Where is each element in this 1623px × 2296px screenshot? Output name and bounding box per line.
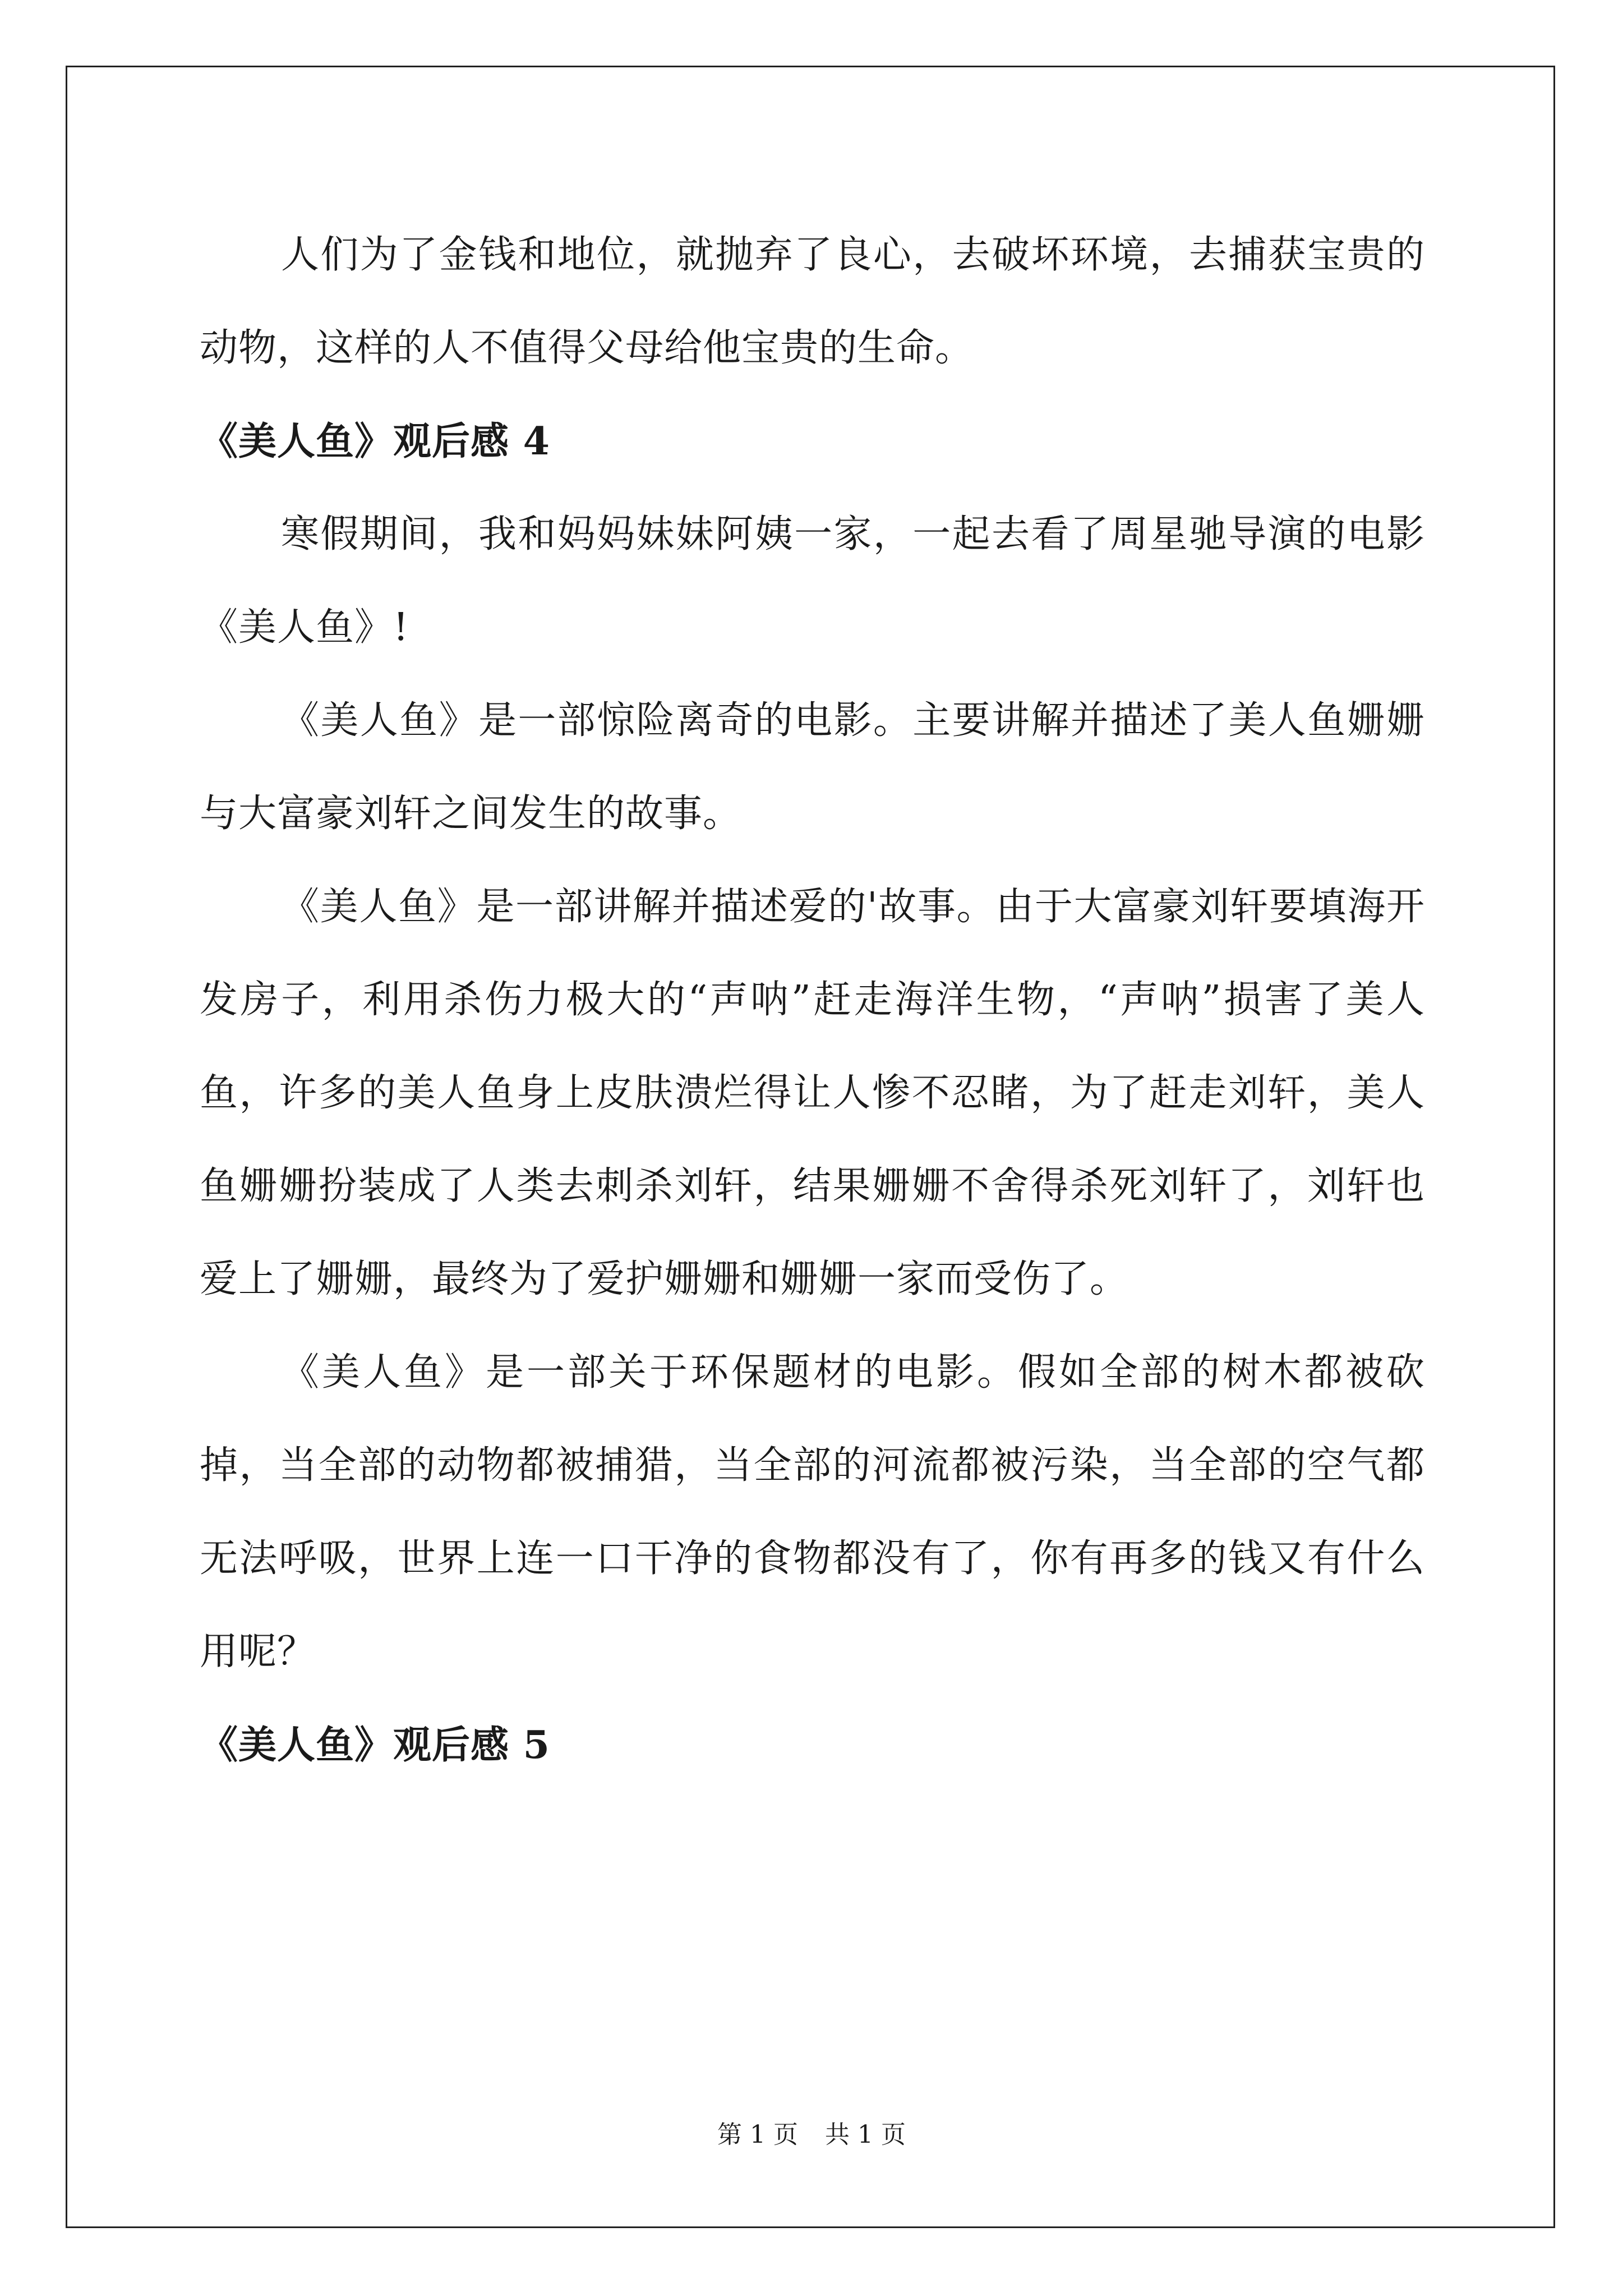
body-paragraph: 《美人鱼》是一部讲解并描述爱的'故事。由于大富豪刘轩要填海开发房子，利用杀伤力极大的“声呐”赶走海洋生物，“声呐”损害了美人鱼，许多的美人鱼身上皮肤溃烂得让人惨不忍睹，为了赶走刘轩，美人鱼姗姗扮装成了人类去刺杀刘轩，结果姗姗不舍得杀死刘轩了，刘轩也爱上了姗姗，最终为了爱护姗姗和姗姗一家而受伤了。: [200, 885, 1425, 1301]
body-paragraph: 《美人鱼》是一部关于环保题材的电影。假如全部的树木都被砍掉，当全部的动物都被捕猎，当全部的河流都被污染，当全部的空气都无法呼吸，世界上连一口干净的食物都没有了，你有再多的钱又有什么用呢？: [200, 1350, 1425, 1674]
body-paragraph: 《美人鱼》是一部惊险离奇的电影。主要讲解并描述了美人鱼姗姗与大富豪刘轩之间发生的故事。: [200, 698, 1425, 836]
document-body: [200, 209, 1425, 1792]
page-total: 共 1 页: [825, 2120, 906, 2149]
section-heading: 《美人鱼》观后感 4: [200, 419, 550, 464]
body-paragraph: 寒假期间，我和妈妈妹妹阿姨一家，一起去看了周星驰导演的电影《美人鱼》!: [200, 512, 1425, 650]
page-footer: [0, 2118, 1623, 2152]
page-number: 第 1 页: [717, 2120, 798, 2149]
body-paragraph: 人们为了金钱和地位，就抛弃了良心，去破坏环境，去捕获宝贵的动物，这样的人不值得父母给他宝贵的生命。: [200, 233, 1425, 370]
section-heading: 《美人鱼》观后感 5: [200, 1723, 550, 1768]
